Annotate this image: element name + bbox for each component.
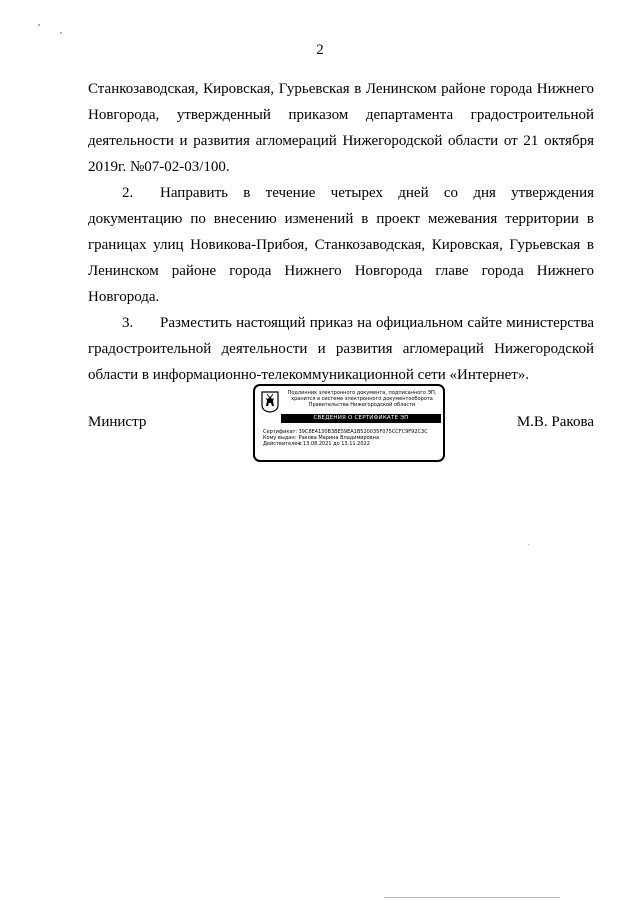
signature-block bbox=[88, 384, 594, 464]
stamp-header-line-2: хранится в системе электронного документооборота bbox=[291, 396, 433, 402]
item-3-text: Разместить настоящий приказ на официальном сайте министерства градостроительной деятельности и развития агломераций Нижегородской области в информационно-телекоммуникационной сети «Интернет». bbox=[88, 315, 594, 383]
paragraph-continuation: Станкозаводская, Кировская, Гурьевская в Ленинском районе города Нижнего Новгорода, утвержденный приказом департамента градостроительной деятельности и развития агломераций Нижегородской области от 21 октября 2019г. №07-02-03/100. bbox=[88, 81, 594, 175]
signatory-name: М.В. Ракова bbox=[516, 414, 594, 430]
scan-speck bbox=[38, 24, 40, 26]
certificate-label: Сертификат: bbox=[263, 429, 298, 435]
issued-to-value: Ракова Марина Владимировна bbox=[298, 435, 380, 441]
signatory-position: Министр bbox=[88, 414, 147, 430]
item-3-number: 3. bbox=[122, 315, 134, 331]
stamp-details bbox=[263, 429, 441, 447]
valid-value: с 13.08.2021 до 13.11.2022 bbox=[298, 441, 370, 447]
deer-emblem-icon bbox=[261, 391, 279, 413]
paragraph-item-3 bbox=[88, 310, 594, 388]
item-2-number: 2. bbox=[122, 185, 134, 201]
scan-speck bbox=[60, 32, 62, 34]
document-body bbox=[88, 76, 594, 388]
paragraph-item-2 bbox=[88, 180, 594, 310]
electronic-signature-stamp bbox=[253, 384, 445, 462]
stamp-valid-row bbox=[263, 441, 441, 447]
stamp-certificate-title: СВЕДЕНИЯ О СЕРТИФИКАТЕ ЭП bbox=[281, 414, 441, 423]
issued-to-label: Кому выдан: bbox=[263, 435, 297, 441]
stamp-header bbox=[283, 390, 441, 408]
footer-rule bbox=[384, 897, 560, 898]
stamp-header-line-1: Подлинник электронного документа, подписанного ЭП, bbox=[287, 390, 437, 396]
page-number: 2 bbox=[316, 42, 324, 58]
item-2-text: Направить в течение четырех дней со дня утверждения документацию по внесению изменений в проект межевания территории в границах улиц Новикова-Прибоя, Станкозаводская, Кировская, Гурьевская в Ленинском районе города Нижнего Новгорода главе города Нижнего Новгорода. bbox=[88, 185, 594, 305]
certificate-value: 39C8E4130B3BE59EA1B520035F075CCFC9F92C3C bbox=[298, 429, 428, 435]
stamp-header-line-3: Правительства Нижегородской области bbox=[308, 402, 416, 408]
valid-label: Действителен: bbox=[263, 441, 303, 447]
scan-speck bbox=[528, 544, 529, 545]
